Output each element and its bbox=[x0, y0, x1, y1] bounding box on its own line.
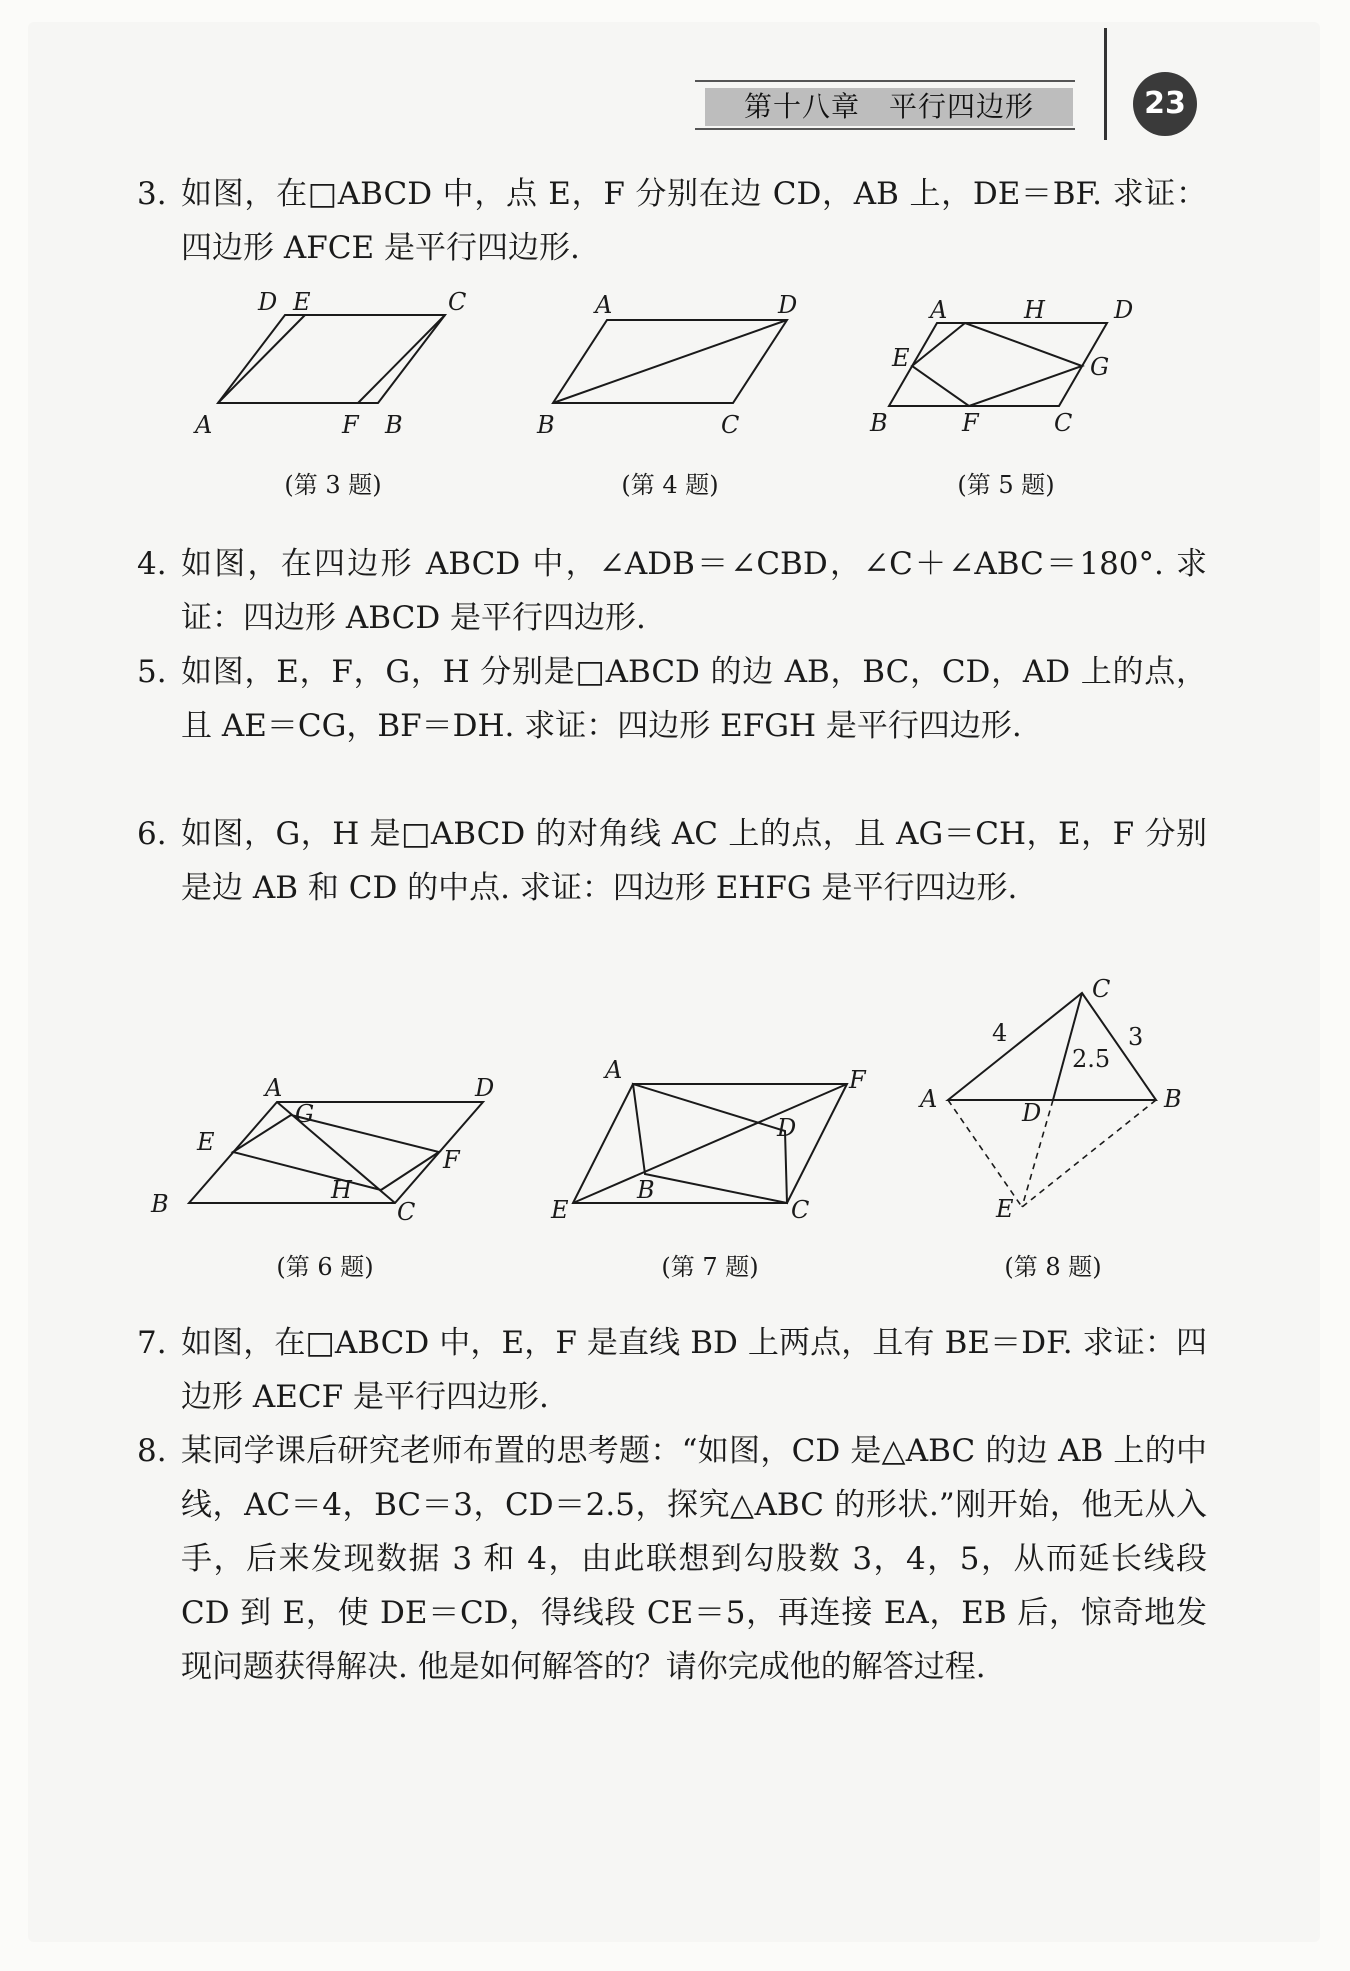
label-e: E bbox=[996, 1195, 1014, 1223]
label-e: E bbox=[197, 1128, 215, 1156]
label-c: C bbox=[791, 1196, 810, 1224]
label-f: F bbox=[962, 409, 979, 437]
label-f: F bbox=[443, 1146, 460, 1174]
problem-number: 5. bbox=[137, 654, 167, 690]
problem-text: 某同学课后研究老师布置的思考题：“如图，CD 是△ABC 的边 AB 上的中线，AC＝4，BC＝3，CD＝2.5，探究△ABC 的形状.”刚开始，他无从入手，后来发现数据 3 和 4，由此联想到勾股数 3，4，5，从而延长线段 CD 到 E，使 DE＝CD，得线段 CE＝5，再连接 EA，EB 后，惊奇地发现问题获得解决. 他是如何解答的？请你完成他的解答过程. bbox=[181, 1433, 1207, 1685]
caption-6: (第 6 题) bbox=[276, 1253, 374, 1281]
figure-6 bbox=[145, 1060, 505, 1240]
problem-3 bbox=[137, 167, 1207, 275]
label-a: A bbox=[605, 1056, 623, 1084]
label-b: B bbox=[151, 1190, 169, 1218]
label-a: A bbox=[265, 1074, 283, 1102]
label-ac-length: 4 bbox=[992, 1019, 1008, 1047]
label-d: D bbox=[475, 1074, 495, 1102]
label-b: B bbox=[1164, 1085, 1182, 1113]
label-f: F bbox=[342, 411, 359, 439]
problem-number: 8. bbox=[137, 1433, 167, 1469]
problem-text: 如图，在四边形 ABCD 中，∠ADB＝∠CBD，∠C＋∠ABC＝180°. 求证：四边形 ABCD 是平行四边形. bbox=[181, 546, 1207, 636]
page-number: 23 bbox=[1133, 72, 1197, 136]
label-a: A bbox=[930, 296, 948, 324]
label-b: B bbox=[385, 411, 403, 439]
problem-number: 4. bbox=[137, 546, 167, 582]
label-b: B bbox=[637, 1176, 655, 1204]
figure-4 bbox=[525, 285, 825, 445]
header-divider bbox=[1104, 28, 1107, 140]
dashed-ea bbox=[948, 1100, 1022, 1207]
segment-ae bbox=[218, 315, 305, 403]
dashed-eb bbox=[1022, 1100, 1156, 1207]
problem-7 bbox=[137, 1316, 1207, 1424]
segment-fc bbox=[358, 315, 445, 403]
label-c: C bbox=[1054, 409, 1073, 437]
label-c: C bbox=[397, 1198, 416, 1226]
label-b: B bbox=[870, 409, 888, 437]
label-g: G bbox=[295, 1100, 315, 1128]
problem-8 bbox=[137, 1424, 1207, 1694]
label-cd-length: 2.5 bbox=[1072, 1045, 1111, 1073]
label-d: D bbox=[258, 288, 278, 316]
label-a: A bbox=[595, 291, 613, 319]
label-e: E bbox=[892, 344, 910, 372]
label-bc-length: 3 bbox=[1128, 1023, 1144, 1051]
label-c: C bbox=[1092, 975, 1111, 1003]
label-d: D bbox=[778, 291, 798, 319]
problem-number: 6. bbox=[137, 816, 167, 852]
problem-6 bbox=[137, 807, 1207, 915]
label-b: B bbox=[537, 411, 555, 439]
label-e: E bbox=[551, 1196, 569, 1224]
problem-4 bbox=[137, 537, 1207, 645]
problem-text: 如图，G，H 是□ABCD 的对角线 AC 上的点，且 AG＝CH，E，F 分别是边 AB 和 CD 的中点. 求证：四边形 EHFG 是平行四边形. bbox=[181, 816, 1207, 906]
label-d: D bbox=[1114, 296, 1134, 324]
caption-5: (第 5 题) bbox=[957, 471, 1055, 499]
quadrilateral-efgh bbox=[912, 323, 1082, 406]
chapter-title: 第十八章 平行四边形 bbox=[705, 88, 1073, 126]
label-c: C bbox=[721, 411, 740, 439]
caption-4: (第 4 题) bbox=[621, 471, 719, 499]
line-ef bbox=[573, 1084, 847, 1203]
diagonal-bd bbox=[553, 320, 787, 403]
label-h: H bbox=[331, 1176, 352, 1204]
problem-text: 如图，在□ABCD 中，E，F 是直线 BD 上两点，且有 BE＝DF. 求证：四边形 AECF 是平行四边形. bbox=[181, 1325, 1207, 1415]
figure-5 bbox=[862, 285, 1152, 445]
label-a: A bbox=[920, 1085, 938, 1113]
figure-8 bbox=[910, 975, 1200, 1225]
figure-3 bbox=[190, 285, 490, 445]
caption-7: (第 7 题) bbox=[661, 1253, 759, 1281]
label-g: G bbox=[1090, 353, 1110, 381]
parallelogram-abcd bbox=[218, 315, 445, 403]
label-e: E bbox=[293, 288, 311, 316]
problem-5 bbox=[137, 645, 1207, 753]
label-f: F bbox=[849, 1066, 866, 1094]
label-c: C bbox=[448, 288, 467, 316]
label-h: H bbox=[1024, 296, 1045, 324]
header-rule bbox=[695, 128, 1075, 130]
problem-number: 7. bbox=[137, 1325, 167, 1361]
label-a: A bbox=[195, 411, 213, 439]
triangle-abc bbox=[948, 993, 1156, 1100]
caption-8: (第 8 题) bbox=[1004, 1253, 1102, 1281]
label-d: D bbox=[777, 1114, 797, 1142]
problem-text: 如图，E，F，G，H 分别是□ABCD 的边 AB，BC，CD，AD 上的点，且 AE＝CG，BF＝DH. 求证：四边形 EFGH 是平行四边形. bbox=[181, 654, 1208, 744]
problem-text: 如图，在□ABCD 中，点 E，F 分别在边 CD，AB 上，DE＝BF. 求证：四边形 AFCE 是平行四边形. bbox=[181, 176, 1207, 266]
problem-number: 3. bbox=[137, 176, 167, 212]
caption-3: (第 3 题) bbox=[284, 471, 382, 499]
header-rule bbox=[695, 80, 1075, 82]
figure-7 bbox=[545, 1050, 885, 1230]
label-d: D bbox=[1022, 1099, 1042, 1127]
